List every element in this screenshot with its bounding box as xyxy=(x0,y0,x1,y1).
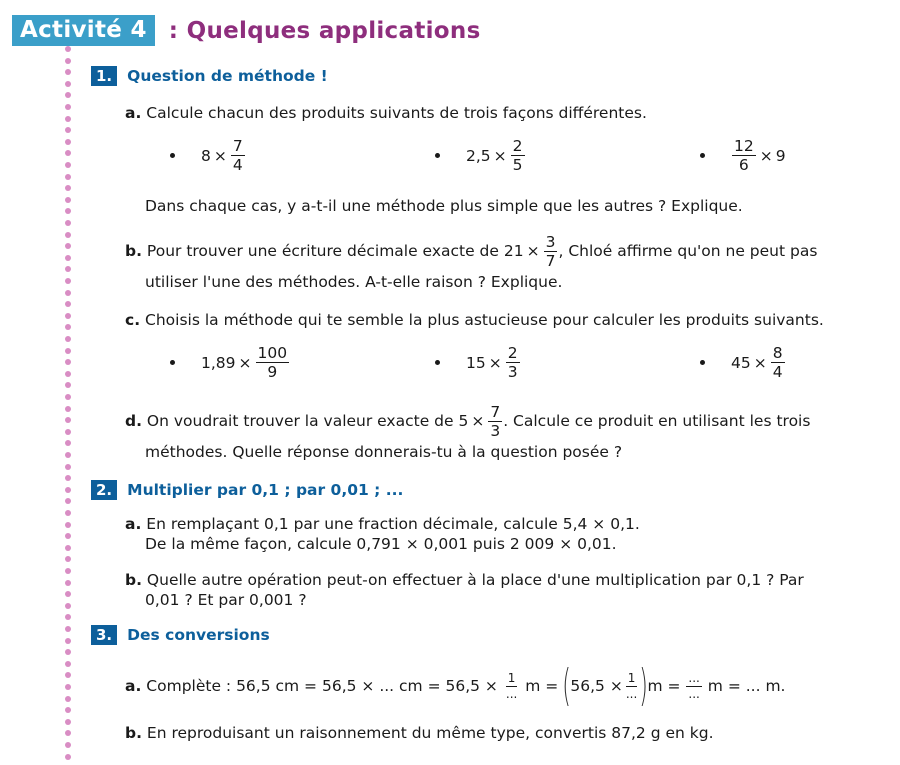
denominator: 7 xyxy=(545,252,556,270)
margin-dot xyxy=(65,719,71,725)
margin-dot xyxy=(65,301,71,307)
factor: 1,89 xyxy=(201,353,236,372)
margin-dot xyxy=(65,533,71,539)
numerator: 3 xyxy=(545,233,556,251)
numerator: 8 xyxy=(772,344,783,362)
margin-dot xyxy=(65,46,71,52)
numerator: 2 xyxy=(512,137,523,155)
margin-dot xyxy=(65,394,71,400)
question-label: b. xyxy=(125,724,142,742)
bullet-icon xyxy=(435,360,440,365)
question-2b xyxy=(125,569,885,591)
margin-dot xyxy=(65,522,71,528)
numerator: 12 xyxy=(734,137,754,155)
margin-dot xyxy=(65,92,71,98)
margin-dot xyxy=(65,127,71,133)
factor: 9 xyxy=(775,146,786,165)
section-number: 3. xyxy=(91,625,117,645)
bullet-icon xyxy=(700,360,705,365)
product-item xyxy=(170,344,290,381)
question-label: a. xyxy=(125,515,142,533)
margin-dot xyxy=(65,626,71,632)
bullet-icon xyxy=(170,153,175,158)
margin-dot xyxy=(65,185,71,191)
margin-dot xyxy=(65,232,71,238)
margin-dot xyxy=(65,81,71,87)
product-item xyxy=(435,137,526,174)
question-1b xyxy=(125,233,885,270)
denominator: ... xyxy=(688,686,700,701)
numerator: 1 xyxy=(507,670,516,685)
activity-title: : Quelques applications xyxy=(168,17,481,44)
margin-dot xyxy=(65,406,71,412)
question-2a-line2: De la même façon, calcule 0,791 × 0,001 puis 2 009 × 0,01. xyxy=(145,535,617,553)
margin-dot xyxy=(65,324,71,330)
fraction xyxy=(686,671,701,702)
denominator: 4 xyxy=(232,156,243,174)
product-item xyxy=(170,137,246,174)
fraction xyxy=(488,403,502,440)
margin-dot xyxy=(65,104,71,110)
question-label: b. xyxy=(125,571,142,589)
question-2b-line2: 0,01 ? Et par 0,001 ? xyxy=(145,591,307,609)
margin-dot xyxy=(65,69,71,75)
margin-dot xyxy=(65,313,71,319)
question-1b-line2: utiliser l'une des méthodes. A-t-elle raison ? Explique. xyxy=(145,273,563,291)
margin-dot xyxy=(65,452,71,458)
products-list-1a xyxy=(0,137,900,181)
margin-dot xyxy=(65,336,71,342)
margin-dot xyxy=(65,661,71,667)
margin-dot xyxy=(65,197,71,203)
denominator: 6 xyxy=(738,156,749,174)
product-item xyxy=(700,137,786,174)
times-sign: × xyxy=(753,353,767,372)
margin-dot xyxy=(65,243,71,249)
question-3a xyxy=(125,660,786,711)
question-text: m = xyxy=(525,677,559,695)
times-sign: × xyxy=(488,353,502,372)
question-text: . Calcule ce produit en utilisant les trois xyxy=(503,412,811,430)
margin-dot xyxy=(65,672,71,678)
section-3-header xyxy=(91,625,270,645)
margin-dot xyxy=(65,754,71,760)
question-label: a. xyxy=(125,104,142,122)
denominator: 4 xyxy=(772,363,783,381)
question-text: Choisis la méthode qui te semble la plus astucieuse pour calculer les produits suivants. xyxy=(145,311,824,329)
bullet-icon xyxy=(435,153,440,158)
fraction xyxy=(231,137,245,174)
factor: 8 xyxy=(201,146,211,165)
question-text: Complète : 56,5 cm = 56,5 × ... cm = 56,5 × xyxy=(146,677,498,695)
question-label: a. xyxy=(125,677,142,695)
section-title: Question de méthode ! xyxy=(127,67,328,85)
question-text: 56,5 × xyxy=(570,677,623,695)
margin-dot xyxy=(65,278,71,284)
margin-dot xyxy=(65,707,71,713)
fraction xyxy=(506,344,520,381)
question-1a-followup: Dans chaque cas, y a-t-il une méthode plus simple que les autres ? Explique. xyxy=(145,197,743,215)
denominator: ... xyxy=(625,686,638,701)
margin-dot xyxy=(65,464,71,470)
question-text: En remplaçant 0,1 par une fraction décimale, calcule 5,4 × 0,1. xyxy=(146,515,640,533)
numerator: 100 xyxy=(257,344,288,362)
margin-dot xyxy=(65,440,71,446)
numerator: 1 xyxy=(627,670,636,685)
times-sign: × xyxy=(213,146,227,165)
times-sign: × xyxy=(238,353,252,372)
margin-dot xyxy=(65,255,71,261)
bullet-icon xyxy=(700,153,705,158)
margin-dot xyxy=(65,568,71,574)
product-item xyxy=(435,344,521,381)
margin-dot xyxy=(65,603,71,609)
margin-dot xyxy=(65,580,71,586)
margin-dot xyxy=(65,545,71,551)
denominator: 5 xyxy=(512,156,523,174)
numerator: 7 xyxy=(232,137,243,155)
margin-dot xyxy=(65,58,71,64)
denominator: 3 xyxy=(507,363,518,381)
numerator: 2 xyxy=(507,344,518,362)
denominator: 3 xyxy=(490,422,501,440)
margin-dot xyxy=(65,638,71,644)
activity-header xyxy=(12,15,481,46)
question-text: Quelle autre opération peut-on effectuer à la place d'une multiplication par 0,1 ? Par xyxy=(146,571,804,589)
denominator: ... xyxy=(505,686,518,701)
margin-dot xyxy=(65,556,71,562)
question-3b xyxy=(125,722,714,744)
question-text: m = xyxy=(647,677,681,695)
margin-dot xyxy=(65,498,71,504)
section-title: Des conversions xyxy=(127,626,270,644)
margin-dot xyxy=(65,742,71,748)
factor: 15 xyxy=(466,353,486,372)
margin-dot xyxy=(65,429,71,435)
margin-dot xyxy=(65,510,71,516)
product-item xyxy=(700,344,786,381)
margin-dot xyxy=(65,696,71,702)
fraction xyxy=(624,671,639,702)
margin-dot xyxy=(65,591,71,597)
question-text: On voudrait trouver la valeur exacte de 5 xyxy=(146,412,469,430)
section-1-header xyxy=(91,66,328,86)
numerator: ... xyxy=(688,670,700,685)
question-1d-line2: méthodes. Quelle réponse donnerais-tu à la question posée ? xyxy=(145,443,623,461)
question-text: m = ... m. xyxy=(707,677,786,695)
times-sign: × xyxy=(493,146,507,165)
section-number: 1. xyxy=(91,66,117,86)
margin-dot xyxy=(65,475,71,481)
margin-dot xyxy=(65,220,71,226)
fraction xyxy=(771,344,785,381)
margin-dot xyxy=(65,487,71,493)
margin-dot xyxy=(65,116,71,122)
times-sign: × xyxy=(471,412,485,430)
margin-dot xyxy=(65,614,71,620)
question-text: En reproduisant un raisonnement du même type, convertis 87,2 g en kg. xyxy=(146,724,714,742)
times-sign: × xyxy=(759,146,773,165)
margin-dot xyxy=(65,730,71,736)
margin-dot xyxy=(65,290,71,296)
fraction xyxy=(732,137,756,174)
section-number: 2. xyxy=(91,480,117,500)
question-label: b. xyxy=(125,242,142,260)
fraction xyxy=(544,233,558,270)
factor: 2,5 xyxy=(466,146,491,165)
margin-dot xyxy=(65,417,71,423)
right-parenthesis: ) xyxy=(639,660,649,711)
numerator: 7 xyxy=(490,403,501,421)
left-parenthesis: ( xyxy=(562,660,572,711)
fraction xyxy=(511,137,525,174)
margin-dot xyxy=(65,649,71,655)
fraction xyxy=(504,671,519,702)
margin-dot xyxy=(65,208,71,214)
activity-badge: Activité 4 xyxy=(12,15,155,46)
section-2-header xyxy=(91,480,403,500)
fraction xyxy=(256,344,290,381)
question-2a xyxy=(125,513,640,535)
question-1c xyxy=(125,309,824,331)
question-text: Pour trouver une écriture décimale exacte de 21 xyxy=(146,242,524,260)
bullet-icon xyxy=(170,360,175,365)
margin-dot xyxy=(65,684,71,690)
products-list-1c xyxy=(0,344,900,388)
question-label: d. xyxy=(125,412,142,430)
section-title: Multiplier par 0,1 ; par 0,01 ; ... xyxy=(127,481,404,499)
factor: 45 xyxy=(731,353,751,372)
times-sign: × xyxy=(526,242,540,260)
question-label: c. xyxy=(125,311,141,329)
question-1d xyxy=(125,403,885,440)
question-1a xyxy=(125,102,647,124)
margin-dot xyxy=(65,266,71,272)
denominator: 9 xyxy=(267,363,278,381)
question-text: Calcule chacun des produits suivants de trois façons différentes. xyxy=(146,104,647,122)
question-text: , Chloé affirme qu'on ne peut pas xyxy=(558,242,818,260)
